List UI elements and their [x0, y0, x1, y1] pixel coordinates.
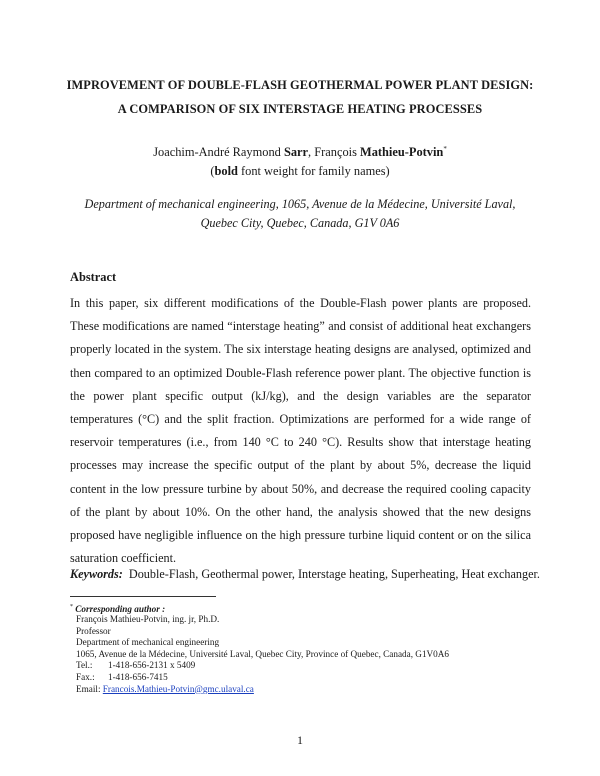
fax-label: Fax.: — [76, 671, 95, 682]
author-1-given-name: Joachim-André Raymond — [153, 145, 284, 160]
author-1-family-name: Sarr — [283, 145, 309, 160]
footnote-tel — [76, 660, 449, 672]
title-line-2: A COMPARISON OF SIX INTERSTAGE HEATING PROCESSES — [117, 102, 483, 116]
author-separator: , François — [308, 145, 361, 160]
tel-value: 1-418-656-2131 x 5409 — [108, 660, 196, 671]
author-2-family-name: Mathieu-Potvin — [360, 145, 444, 160]
fax-value: 1-418-656-7415 — [108, 671, 168, 682]
note-open-paren: ( — [210, 164, 215, 178]
note-bold-word: bold — [214, 164, 238, 178]
affiliation-line-1: Department of mechanical engineering, 1065, Avenue de la Médecine, Université Laval, — [84, 197, 516, 211]
corresponding-author-marker: * — [443, 145, 447, 153]
author-format-note — [60, 164, 540, 179]
title-line-1: IMPROVEMENT OF DOUBLE-FLASH GEOTHERMAL POWER PLANT DESIGN: — [66, 78, 534, 92]
footnote-contact — [76, 614, 449, 695]
tel-label: Tel.: — [76, 660, 93, 671]
email-link[interactable]: Francois.Mathieu-Potvin@gmc.ulaval.ca — [102, 683, 254, 694]
keywords — [70, 567, 540, 582]
email-label: Email: — [76, 683, 101, 694]
footnote-marker: * — [70, 604, 73, 610]
keywords-label: Keywords: — [70, 567, 123, 581]
footnote-name: François Mathieu-Potvin, ing. jr, Ph.D. — [76, 614, 220, 624]
abstract-heading: Abstract — [70, 270, 117, 284]
footnote-position: Professor — [76, 625, 111, 636]
page-number: 1 — [297, 733, 303, 747]
footnote-label: Corresponding author : — [75, 604, 166, 615]
note-rest: font weight for family names) — [237, 164, 390, 178]
author-list — [60, 145, 540, 160]
footnote-email — [76, 684, 449, 696]
abstract-body: In this paper, six different modifications of the Double-Flash power plants are proposed. These modifications are named “interstage heating” and consist of additional heat exchangers properly located in the system. The six interstage heating designs are analysed, optimized and then compared to an optimized Double-Flash reference power plant. The objective function is the power plant specific output (kJ/kg), and the design variables are the separator temperatures (°C) and the split fraction. Optimizations are performed for a wide range of reservoir temperatures (i.e., from 140 °C to 240 °C). Results show that interstage heating processes may increase the specific output of the plant by about 5%, decrease the liquid content in the low pressure turbine by about 50%, and decrease the required cooling capacity of the plant by about 10%. On the other hand, the analysis showed that the new designs proposed have negligible influence on the high pressure turbine liquid content or on the silica saturation coefficient. — [70, 296, 531, 566]
footnote-divider — [70, 596, 216, 597]
footnote-department: Department of mechanical engineering — [76, 637, 220, 648]
keywords-text: Double-Flash, Geothermal power, Interstage heating, Superheating, Heat exchanger. — [128, 567, 540, 581]
footnote-address: 1065, Avenue de la Médecine, Université Laval, Quebec City, Province of Quebec, Canada, G1V0A6 — [76, 648, 449, 659]
affiliation-line-2: Quebec City, Quebec, Canada, G1V 0A6 — [200, 216, 400, 230]
footnote-fax — [76, 672, 449, 684]
